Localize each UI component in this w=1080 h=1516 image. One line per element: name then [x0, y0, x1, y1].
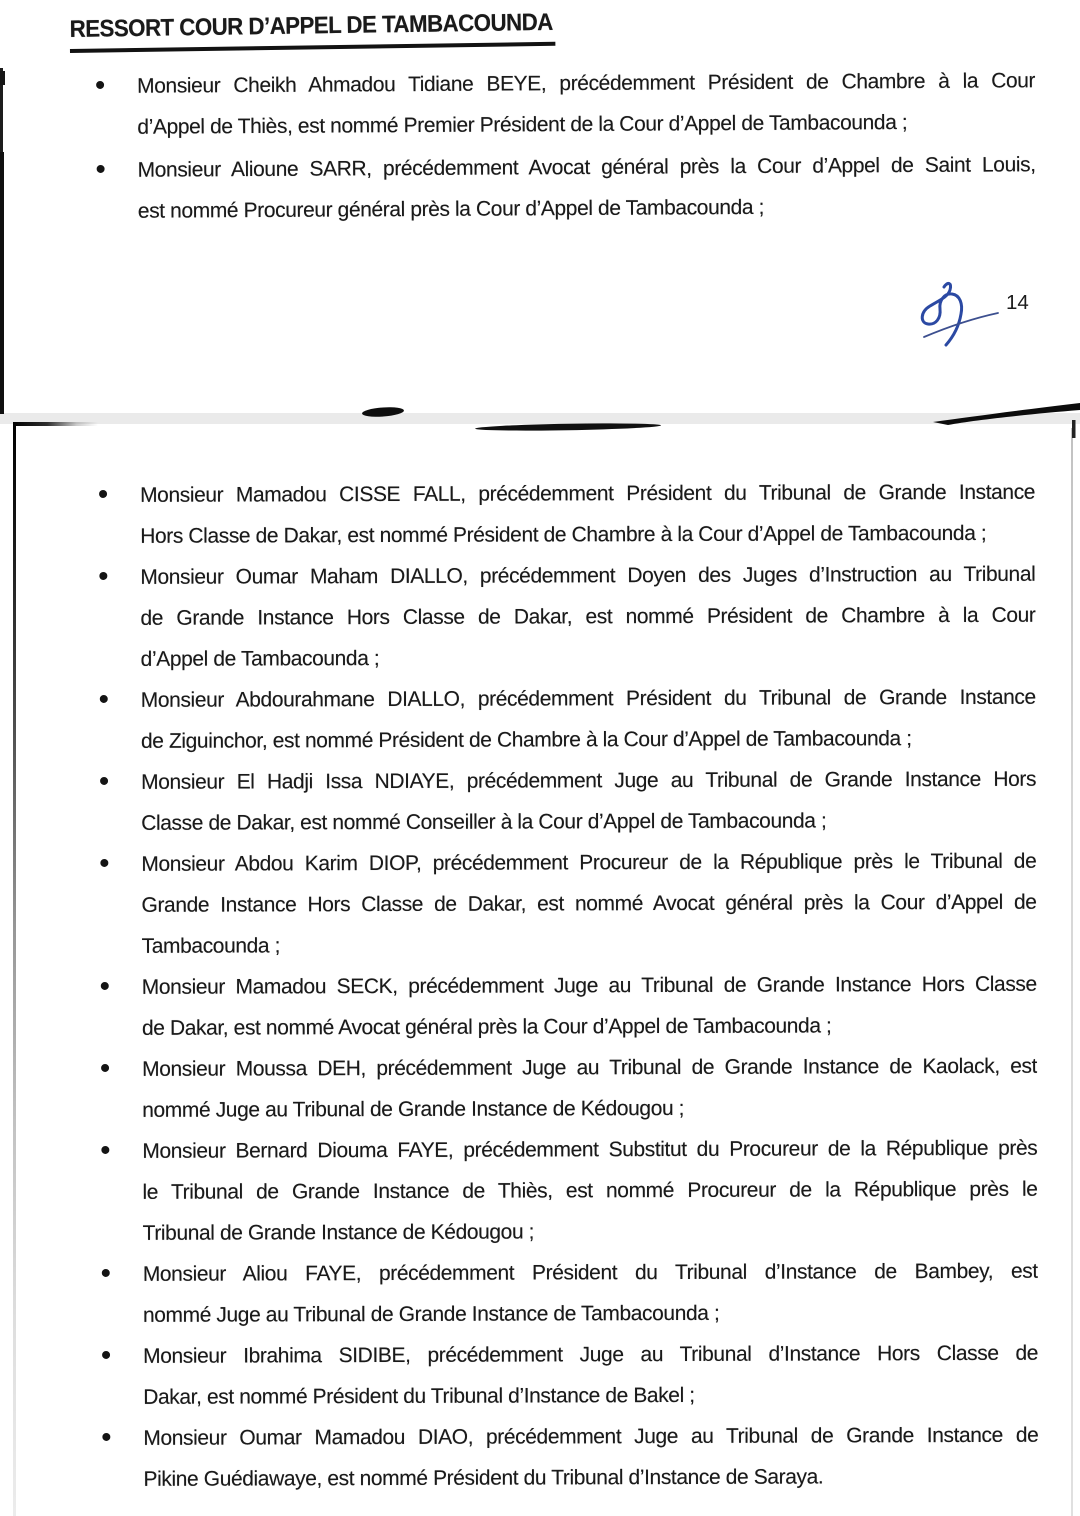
appointment-text-line: de Dakar, est nommé Avocat général près la Cour d’Appel de Tambacounda ; — [141, 1014, 832, 1040]
appointment-text — [140, 472, 1035, 557]
bullet-column — [98, 1131, 142, 1154]
appointment-text — [143, 1415, 1038, 1500]
appointment-text — [142, 1046, 1037, 1131]
appointment-item — [94, 144, 1036, 232]
bullet-column — [98, 1049, 142, 1072]
bullet-column — [98, 967, 142, 990]
bullet-icon — [100, 859, 108, 867]
appointment-text-line: Classe de Dakar, est nommé Conseiller à la Cour d’Appel de Tambacounda ; — [141, 809, 827, 835]
bullet-icon — [101, 1146, 109, 1154]
appointment-item — [99, 1333, 1038, 1418]
bullet-column — [97, 844, 141, 867]
appointment-text-line: Tribunal de Grande Instance de Kédougou ; — [142, 1220, 535, 1245]
appointment-text-line: Monsieur Aliou FAYE, précédemment Président du Tribunal d’Instance de Bambey, est — [142, 1259, 1038, 1286]
bullet-column — [99, 1418, 143, 1441]
appointment-item — [96, 554, 1035, 680]
appointment-item — [97, 759, 1036, 844]
appointment-text — [141, 677, 1036, 762]
appointment-text-line: Monsieur El Hadji Issa NDIAYE, précédemment Juge au Tribunal de Grande Instance Hors — [141, 767, 1037, 794]
bullet-icon — [96, 81, 104, 89]
bullet-icon — [97, 165, 105, 173]
bullet-column — [99, 1336, 143, 1359]
page-border-top-corner — [13, 422, 98, 426]
appointment-text-line: est nommé Procureur général près la Cour d’Appel de Tambacounda ; — [137, 195, 765, 223]
appointment-text — [143, 1251, 1038, 1336]
bullet-icon — [102, 1433, 110, 1441]
bullet-icon — [101, 1064, 109, 1072]
appointment-text-line: d’Appel de Thiès, est nommé Premier Président de la Cour d’Appel de Tambacounda ; — [137, 111, 908, 139]
bullet-column — [97, 762, 141, 785]
appointment-text-line: nommé Juge au Tribunal de Grande Instance de Tambacounda ; — [142, 1301, 720, 1327]
appointment-text — [142, 1128, 1037, 1254]
bullet-column — [96, 475, 140, 498]
section-heading: RESSORT COUR D’APPEL DE TAMBACOUNDA — [69, 9, 555, 53]
bullet-icon — [102, 1351, 110, 1359]
appointments-list-page2 — [96, 472, 1039, 1500]
bullet-column — [94, 150, 138, 173]
handwritten-initials-signature — [908, 277, 1013, 357]
bullet-column — [97, 680, 141, 703]
scan-edge-artifact-left — [0, 71, 5, 85]
bullet-icon — [99, 490, 107, 498]
bullet-column — [93, 66, 137, 89]
bullet-icon — [102, 1269, 110, 1277]
appointment-text-line: Grande Instance Hors Classe de Dakar, est nommé Avocat général près la Cour d’Appel de — [141, 890, 1037, 917]
page-border-right — [1071, 428, 1073, 1516]
appointment-item — [97, 841, 1036, 967]
appointment-text-line: Monsieur Abdou Karim DIOP, précédemment Procureur de la République près le Tribunal de — [141, 849, 1037, 876]
bullet-icon — [99, 572, 107, 580]
appointment-text-line: le Tribunal de Grande Instance de Thiès, est nommé Procureur de la République près le — [142, 1177, 1038, 1204]
bullet-icon — [100, 777, 108, 785]
bullet-icon — [100, 695, 108, 703]
appointment-item — [98, 1128, 1037, 1254]
appointment-text — [141, 759, 1036, 844]
appointment-text-line: de Grande Instance Hors Classe de Dakar, est nommé Président de Chambre à la Cour — [140, 603, 1036, 630]
appointment-text-line: Monsieur Alioune SARR, précédemment Avocat général près la Cour d’Appel de Saint Louis, — [137, 153, 1036, 182]
bullet-column — [99, 1254, 143, 1277]
bullet-icon — [101, 982, 109, 990]
appointment-item — [99, 1251, 1038, 1336]
page-border-left — [13, 422, 16, 1516]
appointment-item — [93, 60, 1035, 148]
appointment-text — [140, 554, 1035, 680]
appointment-text — [143, 1333, 1038, 1418]
appointment-text-line: Tambacounda ; — [141, 934, 281, 958]
appointment-item — [97, 677, 1036, 762]
appointment-text-line: nommé Juge au Tribunal de Grande Instance de Kédougou ; — [142, 1096, 685, 1122]
page-number: 14 — [1006, 291, 1029, 314]
appointment-text-line: Pikine Guédiawaye, est nommé Président du Tribunal d’Instance de Saraya. — [143, 1465, 824, 1491]
appointment-text-line: Monsieur Mamadou CISSE FALL, précédemment Président du Tribunal de Grande Instance — [140, 480, 1036, 507]
appointment-text-line: Monsieur Oumar Maham DIALLO, précédemment Doyen des Juges d’Instruction au Tribunal — [140, 562, 1036, 589]
appointment-text-line: d’Appel de Tambacounda ; — [140, 647, 380, 671]
appointment-text-line: Monsieur Abdourahmane DIALLO, précédemment Président du Tribunal de Grande Instance — [140, 685, 1036, 712]
appointment-item — [98, 964, 1037, 1049]
appointment-text-line: Monsieur Bernard Diouma FAYE, précédemment Substitut du Procureur de la République près — [142, 1136, 1038, 1163]
appointment-text-line: Monsieur Oumar Mamadou DIAO, précédemment Juge au Tribunal de Grande Instance de — [143, 1423, 1039, 1450]
appointment-text-line: Dakar, est nommé Président du Tribunal d’Instance de Bakel ; — [143, 1383, 695, 1409]
appointments-list-page1 — [93, 60, 1036, 234]
appointment-text-line: Monsieur Moussa DEH, précédemment Juge au Tribunal de Grande Instance de Kaolack, est — [142, 1054, 1038, 1081]
appointment-text-line: de Ziguinchor, est nommé Président de Chambre à la Cour d’Appel de Tambacounda ; — [140, 727, 912, 753]
appointment-text — [142, 964, 1037, 1049]
appointment-item — [98, 1046, 1037, 1131]
page-gap-band — [0, 413, 1080, 424]
bullet-column — [96, 557, 140, 580]
appointment-item — [96, 472, 1035, 557]
scan-edge-artifact-left — [0, 152, 4, 414]
appointment-text — [141, 841, 1036, 967]
appointment-text-line: Monsieur Cheikh Ahmadou Tidiane BEYE, précédemment Président de Chambre à la Cour — [137, 69, 1036, 98]
appointment-text — [138, 144, 1036, 231]
appointment-text-line: Hors Classe de Dakar, est nommé Président de Chambre à la Cour d’Appel de Tambacounda ; — [140, 521, 987, 548]
appointment-text-line: Monsieur Mamadou SECK, précédemment Juge au Tribunal de Grande Instance Hors Classe — [141, 972, 1037, 999]
appointment-item — [99, 1415, 1038, 1500]
appointment-text — [137, 60, 1035, 147]
appointment-text-line: Monsieur Ibrahima SIDIBE, précédemment Juge au Tribunal d’Instance Hors Classe de — [143, 1341, 1039, 1368]
